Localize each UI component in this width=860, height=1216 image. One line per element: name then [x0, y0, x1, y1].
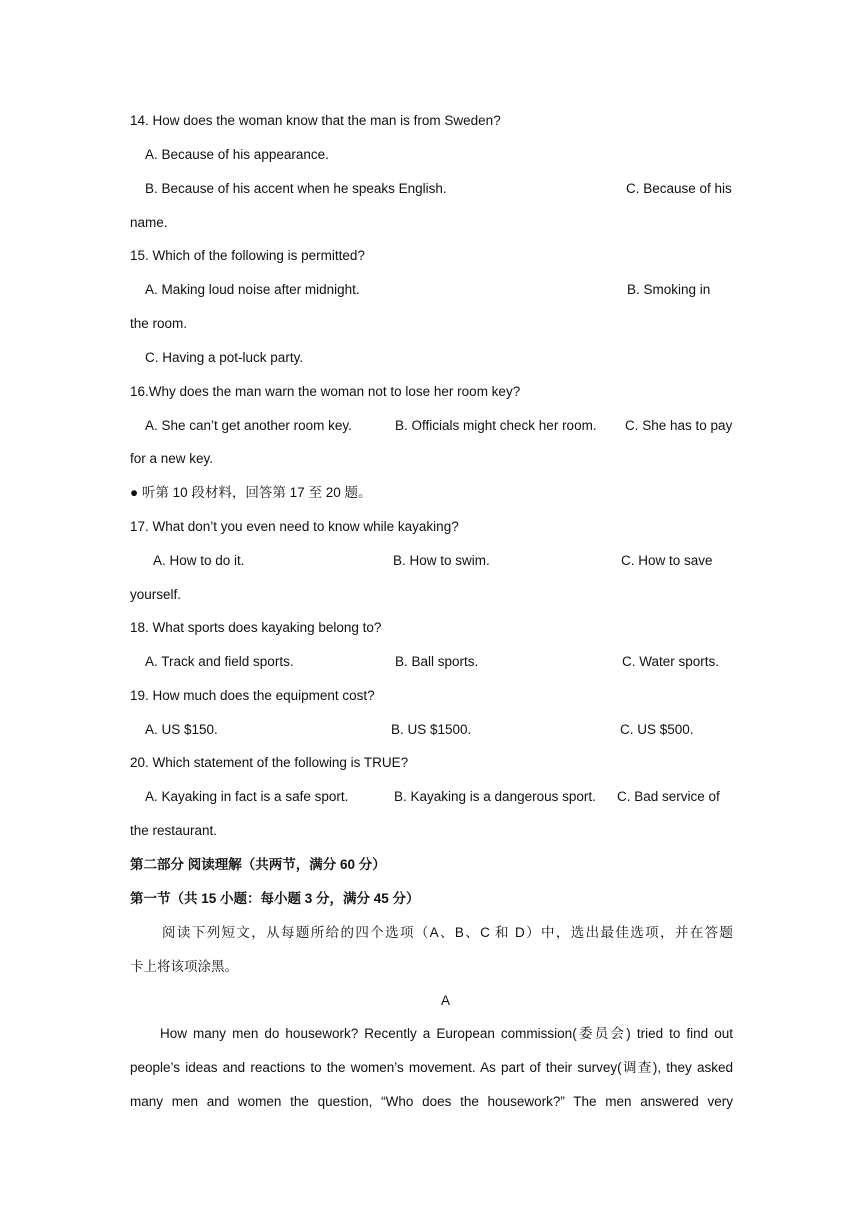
question-14-option-c: C. Because of his — [626, 181, 732, 196]
passage-line-1: How many men do housework? Recently a European commission(委员会) tried to find out — [160, 1026, 733, 1041]
question-16-option-a: A. She can’t get another room key. — [145, 418, 352, 433]
question-20-option-b: B. Kayaking is a dangerous sport. — [394, 789, 596, 804]
question-19-stem: 19. How much does the equipment cost? — [130, 688, 375, 703]
question-14-option-c-continued: name. — [130, 215, 168, 230]
question-15-option-c: C. Having a pot-luck party. — [145, 350, 304, 365]
question-20-option-c-continued: the restaurant. — [130, 823, 218, 838]
question-15-option-b: B. Smoking in — [627, 282, 711, 297]
question-15-option-a: A. Making loud noise after midnight. — [145, 282, 360, 297]
question-14-stem: 14. How does the woman know that the man is from Sweden? — [130, 113, 501, 128]
question-16-option-c: C. She has to pay — [625, 418, 733, 433]
question-17-option-b: B. How to swim. — [393, 553, 490, 568]
reading-instruction-line-1: 阅读下列短文，从每题所给的四个选项（A、B、C 和 D）中，选出最佳选项，并在答题 — [162, 925, 733, 940]
question-15-stem: 15. Which of the following is permitted? — [130, 248, 365, 263]
passage-line-3: many men and women the question, “Who does the housework?” The men answered very — [130, 1094, 733, 1109]
question-17-option-c-continued: yourself. — [130, 587, 182, 602]
part-2-title: 第二部分 阅读理解（共两节，满分 60 分） — [130, 857, 386, 872]
question-17-stem: 17. What don’t you even need to know while kayaking? — [130, 519, 459, 534]
passage-line-2: people’s ideas and reactions to the women’s movement. As part of their survey(调查), they asked — [130, 1060, 733, 1075]
passage-letter: A — [441, 993, 451, 1008]
question-17-option-a: A. How to do it. — [153, 553, 245, 568]
question-20-stem: 20. Which statement of the following is TRUE? — [130, 755, 409, 770]
question-18-option-a: A. Track and field sports. — [145, 654, 294, 669]
question-16-option-b: B. Officials might check her room. — [395, 418, 597, 433]
question-18-option-c: C. Water sports. — [622, 654, 720, 669]
question-14-option-b: B. Because of his accent when he speaks English. — [145, 181, 447, 196]
question-16-stem: 16.Why does the man warn the woman not to lose her room key? — [130, 384, 521, 399]
section-1-title: 第一节（共 15 小题：每小题 3 分，满分 45 分） — [130, 891, 420, 906]
reading-instruction-line-2: 卡上将该项涂黑。 — [130, 959, 238, 974]
question-19-option-b: B. US $1500. — [391, 722, 472, 737]
question-17-option-c: C. How to save — [621, 553, 713, 568]
question-18-option-b: B. Ball sports. — [395, 654, 479, 669]
listening-section-instruction: ● 听第 10 段材料，回答第 17 至 20 题。 — [130, 485, 372, 500]
question-20-option-a: A. Kayaking in fact is a safe sport. — [145, 789, 349, 804]
question-20-option-c: C. Bad service of — [617, 789, 720, 804]
question-14-option-a: A. Because of his appearance. — [145, 147, 329, 162]
question-19-option-c: C. US $500. — [620, 722, 694, 737]
question-16-option-c-continued: for a new key. — [130, 451, 214, 466]
question-19-option-a: A. US $150. — [145, 722, 218, 737]
question-18-stem: 18. What sports does kayaking belong to? — [130, 620, 382, 635]
question-15-option-b-continued: the room. — [130, 316, 188, 331]
